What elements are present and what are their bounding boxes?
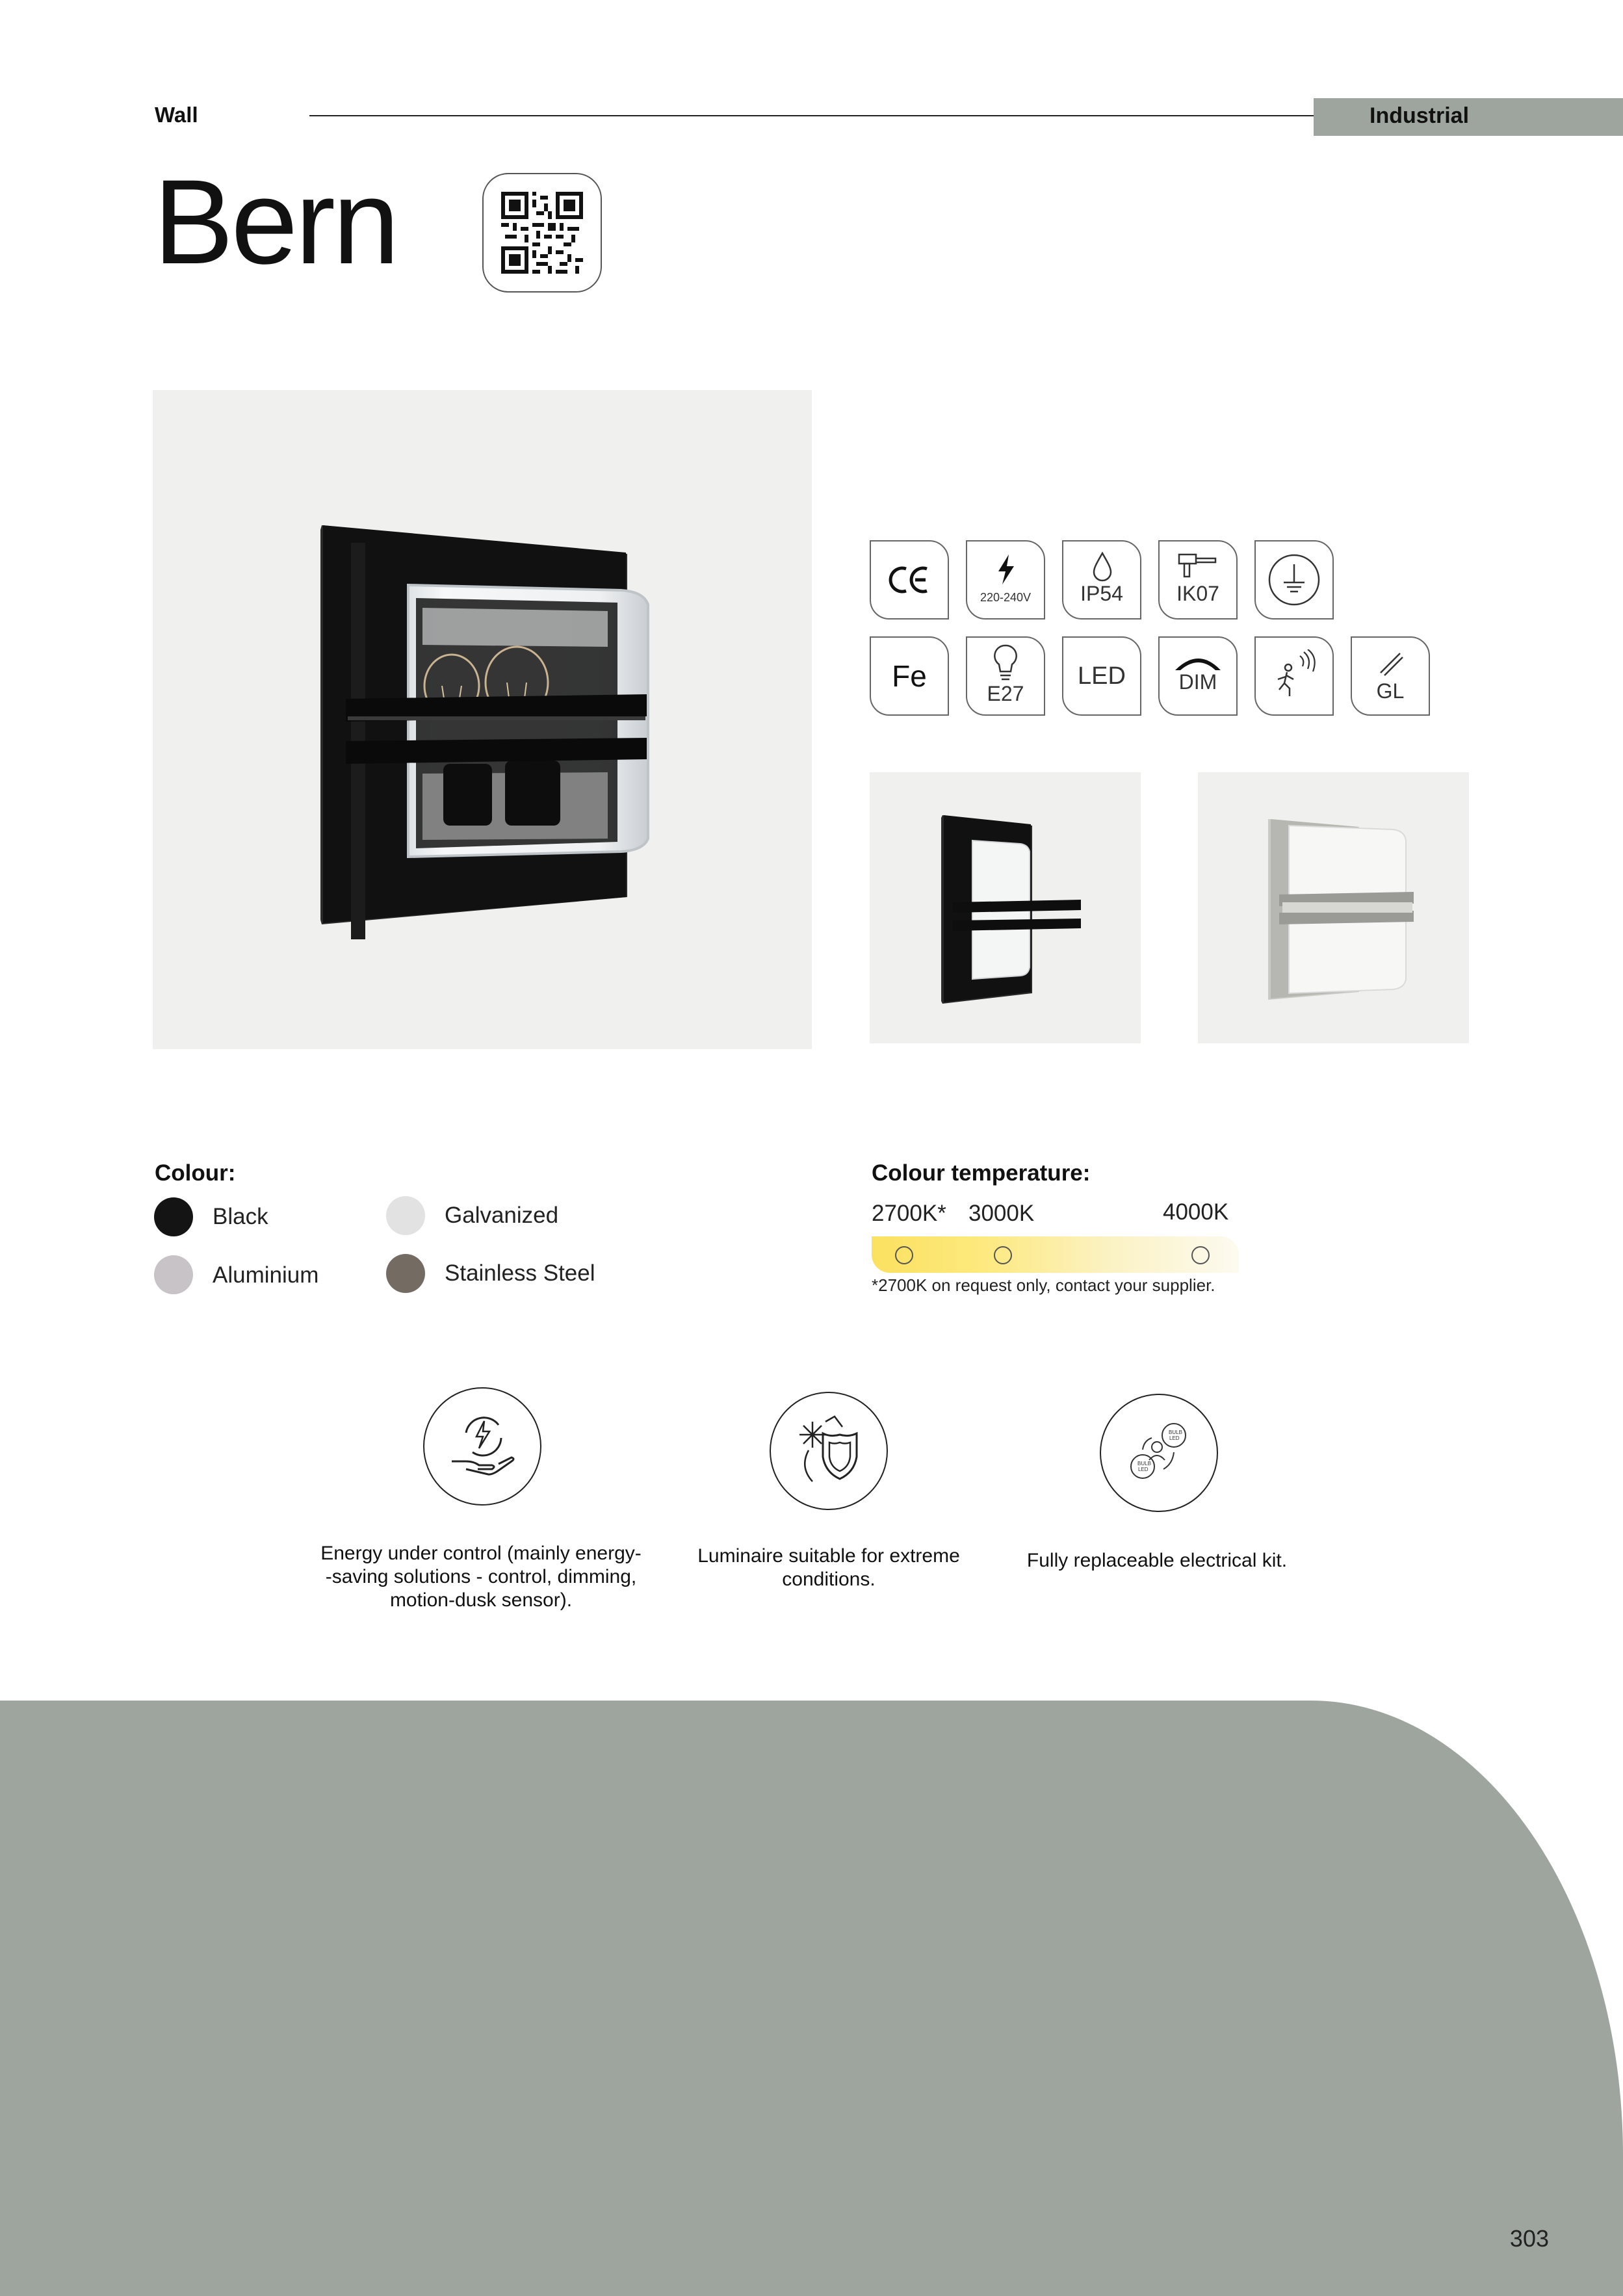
qr-code-icon: [501, 192, 583, 274]
feature-text-replaceable: Fully replaceable electrical kit.: [1026, 1550, 1288, 1571]
dim-icon: [1158, 636, 1238, 716]
product-photo-black: [870, 772, 1141, 1043]
temperature-note: *2700K on request only, contact your supplier.: [872, 1275, 1215, 1295]
qr-code[interactable]: [482, 173, 602, 293]
colour-swatch-galvanized[interactable]: [386, 1196, 425, 1235]
wall-lamp-image: [153, 390, 812, 1049]
colour-label-stainless-steel: Stainless Steel: [445, 1260, 595, 1286]
led-icon: [1062, 636, 1141, 716]
led-label: LED: [1078, 662, 1126, 690]
voltage-label: 220-240V: [980, 591, 1032, 604]
svg-text:LED: LED: [1169, 1435, 1180, 1441]
header-divider: [309, 115, 1316, 116]
colour-label-aluminium: Aluminium: [213, 1262, 319, 1288]
bottom-decor-panel: [0, 1701, 1623, 2296]
hammer-icon: [1158, 540, 1238, 620]
colour-label-black: Black: [213, 1204, 268, 1229]
iron-icon: [870, 636, 949, 716]
temperature-option-3000k: 3000K: [968, 1201, 1035, 1226]
extreme-conditions-icon: [770, 1392, 888, 1510]
colour-section-title: Colour:: [155, 1160, 236, 1186]
socket-label: E27: [987, 682, 1024, 705]
colour-swatch-black[interactable]: [154, 1197, 193, 1236]
ik-rating-label: IK07: [1176, 582, 1219, 605]
temperature-gradient-bar: [872, 1236, 1239, 1273]
svg-text:BULB: BULB: [1137, 1461, 1151, 1467]
glass-icon: [1351, 636, 1430, 716]
feature-text-extreme: Luminaire suitable for extreme conditions.: [697, 1545, 960, 1590]
product-title: Bern: [153, 155, 397, 289]
replaceable-kit-icon: [1100, 1394, 1218, 1512]
temperature-dot-4000k[interactable]: [1191, 1246, 1210, 1264]
temperature-option-4000k: 4000K: [1163, 1199, 1229, 1225]
energy-control-icon: [423, 1387, 541, 1506]
waterdrop-icon: [1062, 540, 1141, 620]
style-tag: [1314, 98, 1623, 136]
page-number: 303: [1509, 2225, 1549, 2252]
material-label: Fe: [892, 659, 927, 693]
dim-label: DIM: [1178, 670, 1217, 694]
svg-text:LED: LED: [1138, 1467, 1149, 1472]
colour-label-galvanized: Galvanized: [445, 1203, 559, 1228]
temperature-dot-2700k[interactable]: [895, 1246, 913, 1264]
colour-temperature-title: Colour temperature:: [872, 1160, 1091, 1186]
svg-text:BULB: BULB: [1169, 1429, 1182, 1435]
colour-swatch-stainless-steel[interactable]: [386, 1254, 425, 1293]
bulb-icon: [966, 636, 1045, 716]
lamp-galvanized-thumbnail: [1198, 772, 1469, 1043]
lamp-black-thumbnail: [870, 772, 1141, 1043]
temperature-option-2700k: 2700K*: [872, 1201, 946, 1226]
colour-swatch-aluminium[interactable]: [154, 1255, 193, 1294]
product-photo-main: [153, 390, 812, 1049]
style-tag-label: Industrial: [1370, 103, 1470, 128]
feature-text-energy: Energy under control (mainly energy- -saving solutions - control, dimming, motion-dusk sensor).: [320, 1543, 642, 1611]
motion-sensor-icon: [1254, 636, 1334, 716]
ip-rating-label: IP54: [1080, 582, 1123, 605]
voltage-icon: [966, 540, 1045, 620]
temperature-dot-3000k[interactable]: [994, 1246, 1012, 1264]
ce-mark-icon: [870, 540, 949, 620]
category-label: Wall: [155, 103, 198, 127]
product-photo-galvanized: [1198, 772, 1469, 1043]
glass-label: GL: [1376, 679, 1405, 703]
ground-icon: [1254, 540, 1334, 620]
